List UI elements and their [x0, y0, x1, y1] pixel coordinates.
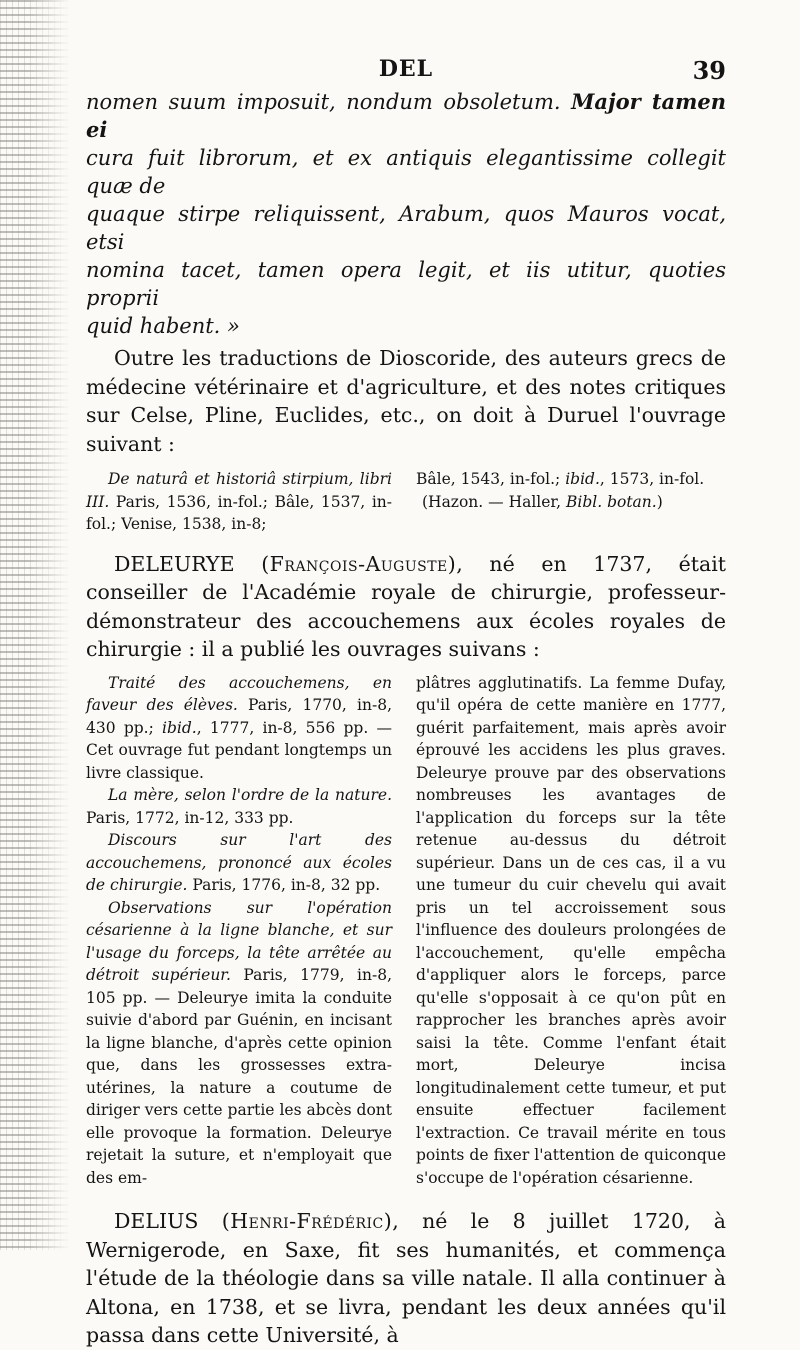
deleurye-bib-left [86, 672, 392, 1190]
quote-line-1-emphasis: Major tamen ei [86, 89, 726, 142]
deleurye-work-2 [86, 784, 392, 829]
deleurye-work-4 [86, 897, 392, 1190]
duruel-work-title: De naturâ et historiâ stirpium, libri III. [86, 470, 392, 511]
duruel-bib-left [86, 468, 392, 536]
deleurye-work-3-title: Discours sur l'art des accouchemens, prononcé aux écoles de chirurgie. [86, 831, 392, 894]
deleurye-bib-right [416, 672, 726, 1190]
deleurye-work-4-note-continued: plâtres agglutinatifs. La femme Dufay, qu'il opéra de cette manière en 1777, guérit parfaitement, mais après avoir éprouvé les accidens les plus graves. Deleurye prouve par des observations nombreuses les avantages de l'application du forceps sur la tête retenue au-dessus du détroit supérieur. Dans un de ces cas, il a vu une tumeur du cuir chevelu qui avait pris un tel accroissement sous l'influence des douleurs prolongées de l'accouchement, qu'elle empêcha d'appliquer alors le forceps, parce qu'elle s'opposait à ce qu'on pût en rapprocher les branches après avoir saisi la tête. Comme l'enfant était mort, Deleurye incisa longitudinalement cette tumeur, et put ensuite effectuer facilement l'extraction. Ce travail mérite en tous points de fixer l'attention de quiconque s'occupe de l'opération césarienne. [416, 673, 726, 1187]
quote-line-3: quaque stirpe reliquissent, Arabum, quos Mauros vocat, etsi [86, 202, 726, 254]
duruel-bibliography [86, 468, 726, 536]
duruel-ibid: ibid. [565, 470, 600, 488]
deleurye-biography: , né en 1737, était conseiller de l'Académie royale de chirurgie, professeur-démonstrateur des accouchemens aux écoles royales de chirurgie : il a publié les ouvrages suivans : [86, 551, 726, 661]
duruel-1573-edition: , 1573, in-fol. [599, 470, 705, 488]
delius-name: DELIUS [114, 1209, 199, 1233]
deleurye-bibliography [86, 672, 726, 1190]
duruel-sources-title: Bibl. botan. [565, 492, 657, 511]
duruel-sources: (Hazon. — Haller, [422, 492, 566, 511]
deleurye-name: DELEURYE [114, 551, 235, 576]
deleurye-work-1-title: Traité des accouchemens, en faveur des élèves. [86, 673, 392, 714]
book-page [86, 56, 726, 1350]
duruel-sources-close: ) [656, 492, 663, 511]
page-number: 39 [692, 56, 726, 85]
deleurye-work-2-editions: Paris, 1772, in-12, 333 pp. [86, 808, 294, 827]
deleurye-work-1-editions: Paris, 1770, in-8, 430 pp.; [86, 696, 392, 737]
deleurye-forename: (François-Auguste) [261, 551, 457, 576]
delius-entry [86, 1207, 726, 1350]
deleurye-work-1-note: , 1777, in-8, 556 pp. — Cet ouvrage fut pendant longtemps un livre classique. [86, 718, 392, 782]
deleurye-work-2-title: La mère, selon l'ordre de la nature. [108, 786, 392, 804]
deleurye-work-3-editions: Paris, 1776, in-8, 32 pp. [187, 876, 381, 894]
deleurye-work-4-note: Paris, 1779, in-8, 105 pp. — Deleurye imita la conduite suivie d'abord par Guénin, en incisant la ligne blanche, d'après cette opinion que, dans les grossesses extra-utérines, la nature a coutume de diriger vers cette partie les abcès dont elle provoque la formation. Deleurye rejetait la suture, et n'employait que des em- [86, 966, 392, 1187]
page-header [86, 56, 726, 88]
deleurye-work-1 [86, 672, 392, 785]
running-head: DEL [378, 56, 434, 82]
deleurye-entry [86, 550, 726, 664]
quote-line-2: cura fuit librorum, et ex antiquis elegantissime collegit quæ de [86, 146, 726, 198]
quote-line-4: nomina tacet, tamen opera legit, et iis utitur, quoties proprii [86, 258, 726, 310]
deleurye-work-1-ibid: ibid. [162, 718, 197, 737]
delius-forename: (Henri-Frédéric) [221, 1209, 393, 1233]
duruel-bib-right [416, 468, 726, 536]
latin-quotation [86, 88, 726, 340]
quote-line-1: nomen suum imposuit, nondum obsoletum. [86, 90, 572, 114]
duruel-paragraph: Outre les traductions de Dioscoride, des auteurs grecs de médecine vétérinaire et d'agriculture, et des notes critiques sur Celse, Pline, Euclides, etc., on doit à Duruel l'ouvrage suivant : [86, 346, 726, 456]
duruel-work-editions: Paris, 1536, in-fol.; Bâle, 1537, in-fol.; Venise, 1538, in-8; [86, 492, 392, 533]
quote-line-5: quid habent. » [86, 314, 240, 338]
scanned-page-edge [0, 0, 70, 1250]
deleurye-work-3 [86, 829, 392, 897]
delius-biography: , né le 8 juillet 1720, à Wernigerode, en Saxe, fit ses humanités, et commença l'étude de la théologie dans sa ville natale. Il alla continuer à Altona, en 1738, et se livra, pendant les deux années qu'il passa dans cette Université, à [86, 1209, 726, 1347]
duruel-bale-edition: Bâle, 1543, in-fol.; [416, 470, 566, 488]
deleurye-work-4-title: Observations sur l'opération césarienne à la ligne blanche, et sur l'usage du forceps, la tête arrêtée au détroit supérieur. [86, 898, 392, 984]
